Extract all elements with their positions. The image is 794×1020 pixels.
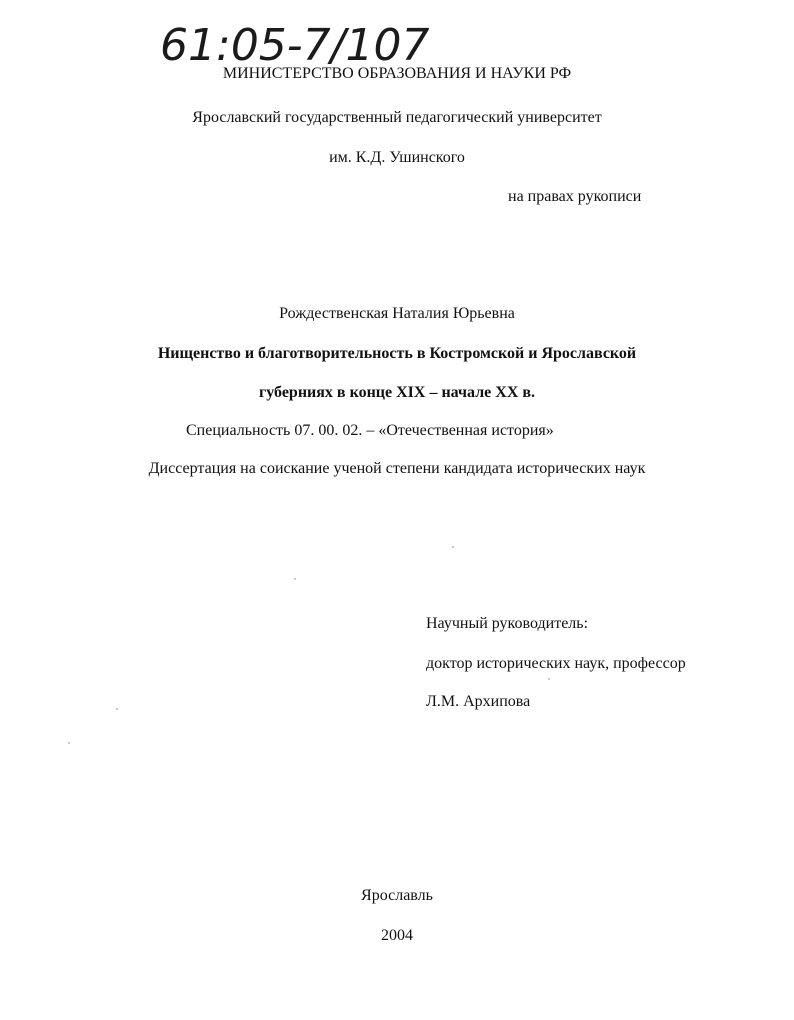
supervisor-name: Л.М. Архипова [426,693,531,710]
year: 2004 [381,927,413,944]
university-name: Ярославский государственный педагогический университет [192,109,602,126]
specialty-line: Специальность 07. 00. 02. – «Отечественная история» [186,422,554,439]
scan-speck [116,708,118,710]
university-named-after: им. К.Д. Ушинского [329,149,465,166]
dissertation-title-line-2: губерниях в конце XIX – начале XX в. [258,384,536,401]
dissertation-title-line-1: Нищенство и благотворительность в Костромской и Ярославской [157,345,637,362]
scan-speck [452,546,454,548]
degree-line: Диссертация на соискание ученой степени кандидата исторических наук [148,460,646,477]
supervisor-title: доктор исторических наук, профессор [426,655,686,672]
scan-speck [294,578,296,580]
scan-speck [68,742,70,744]
author-name: Рождественская Наталия Юрьевна [279,305,515,322]
city: Ярославль [361,887,433,904]
manuscript-note: на правах рукописи [508,188,642,205]
archive-number-text: 61:05-7/107 [160,20,430,71]
scan-speck [548,678,550,680]
supervisor-label: Научный руководитель: [426,615,589,632]
ministry-heading: МИНИСТЕРСТВО ОБРАЗОВАНИЯ И НАУКИ РФ [222,65,572,82]
